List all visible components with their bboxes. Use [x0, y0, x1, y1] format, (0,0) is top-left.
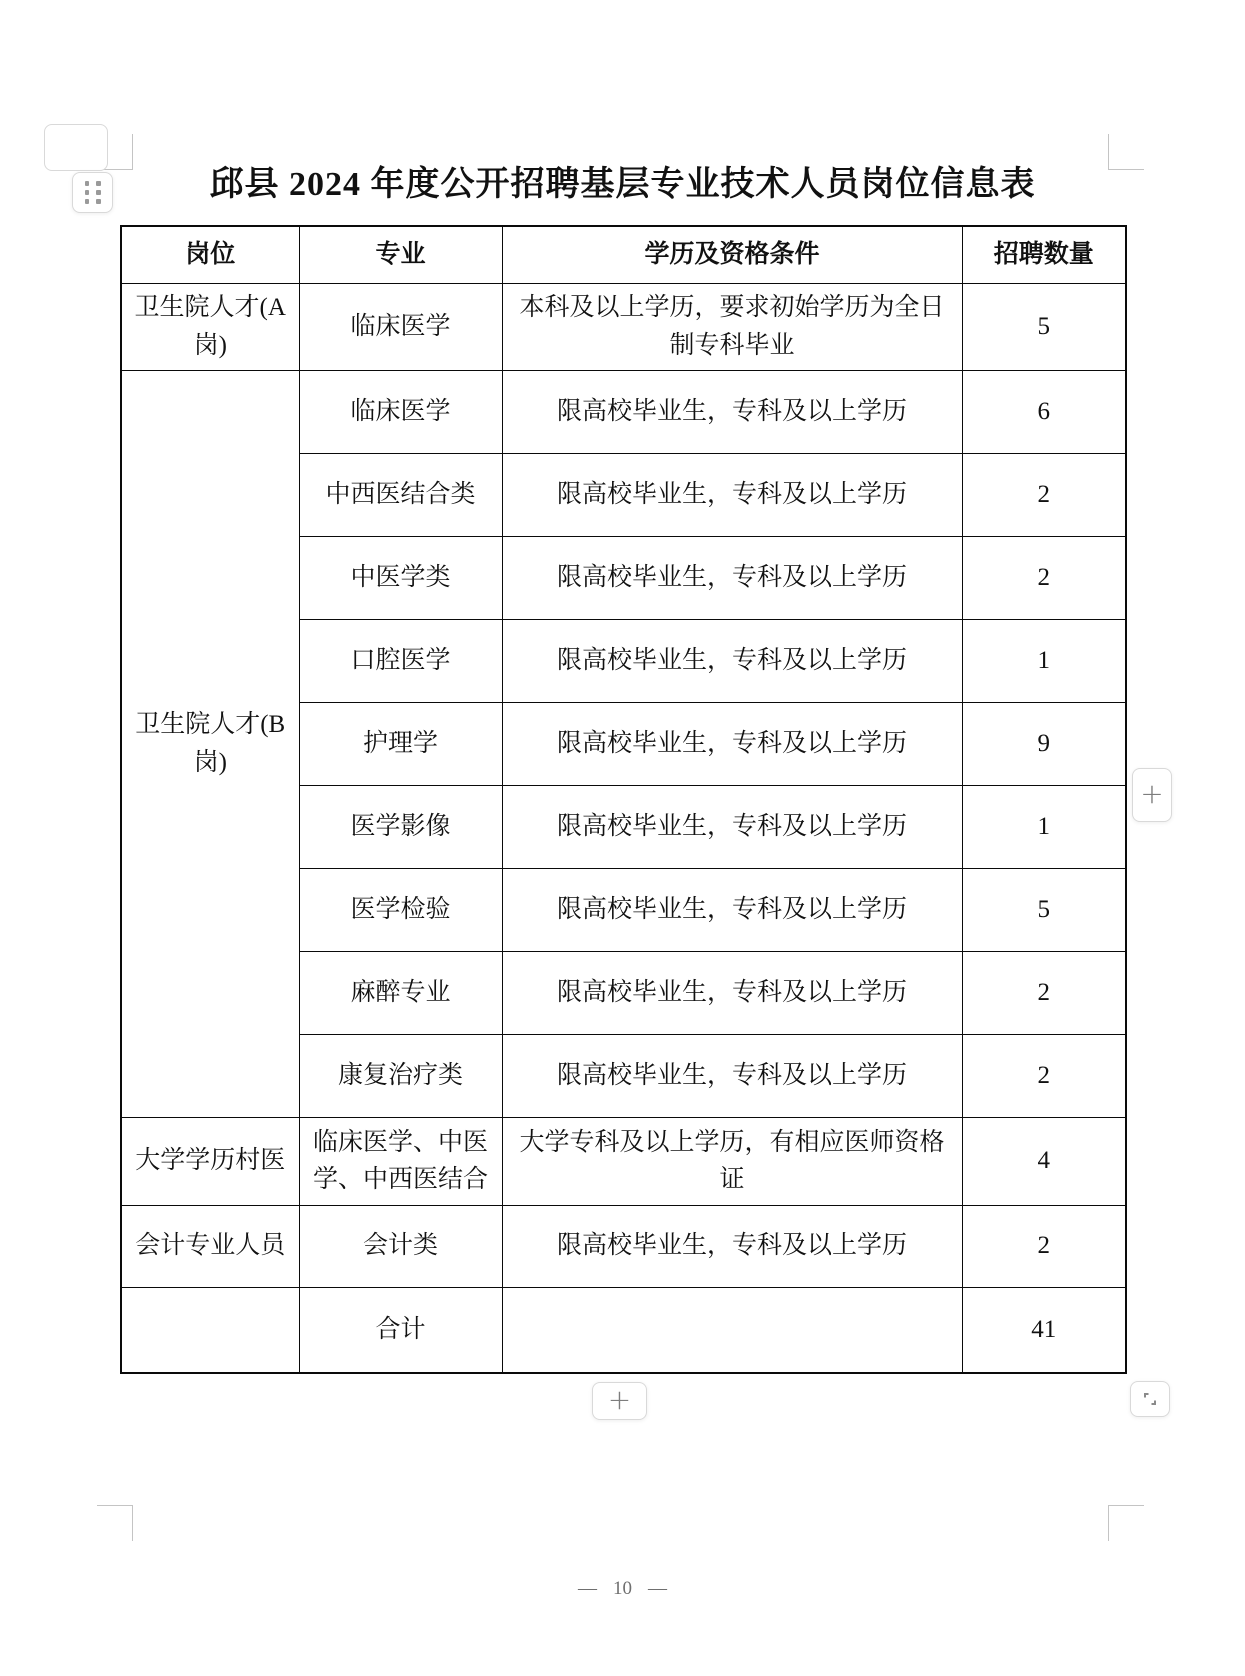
cell-position[interactable]: 大学学历村医	[121, 1117, 299, 1205]
cell-requirement[interactable]: 限高校毕业生，专科及以上学历	[502, 370, 962, 453]
footer-dash-left: —	[578, 1578, 597, 1599]
drag-dots-icon	[85, 181, 101, 204]
page-number: 10	[613, 1578, 632, 1599]
column-header-requirement[interactable]: 学历及资格条件	[502, 226, 962, 283]
cell-count[interactable]: 2	[962, 536, 1126, 619]
cell-major[interactable]: 口腔医学	[299, 619, 502, 702]
cell-major[interactable]: 临床医学、中医学、中西医结合	[299, 1117, 502, 1205]
cell-major[interactable]: 麻醉专业	[299, 951, 502, 1034]
cell-position[interactable]	[121, 1287, 299, 1373]
cell-count[interactable]: 5	[962, 868, 1126, 951]
table-row-total	[121, 1287, 1126, 1373]
page-footer	[0, 1578, 1245, 1600]
cell-major[interactable]: 会计类	[299, 1205, 502, 1287]
job-positions-table	[120, 225, 1127, 1374]
cell-major[interactable]: 康复治疗类	[299, 1034, 502, 1117]
cell-position[interactable]: 卫生院人才(B岗)	[121, 370, 299, 1117]
cell-requirement[interactable]: 大学专科及以上学历，有相应医师资格证	[502, 1117, 962, 1205]
cell-major[interactable]: 护理学	[299, 702, 502, 785]
table-row	[121, 283, 1126, 370]
page-title[interactable]: 邱县 2024 年度公开招聘基层专业技术人员岗位信息表	[209, 166, 1036, 203]
cell-count[interactable]: 2	[962, 1034, 1126, 1117]
table-header-row	[121, 226, 1126, 283]
cell-major[interactable]: 医学检验	[299, 868, 502, 951]
table-row	[121, 370, 1126, 453]
table-row	[121, 1205, 1126, 1287]
cell-requirement[interactable]: 限高校毕业生，专科及以上学历	[502, 785, 962, 868]
cell-requirement[interactable]: 本科及以上学历，要求初始学历为全日制专科毕业	[502, 283, 962, 370]
cell-major[interactable]: 合计	[299, 1287, 502, 1373]
cell-major[interactable]: 中西医结合类	[299, 453, 502, 536]
expand-icon	[1141, 1390, 1159, 1408]
cell-count[interactable]: 5	[962, 283, 1126, 370]
cell-count[interactable]: 41	[962, 1287, 1126, 1373]
expand-table-button[interactable]	[1130, 1381, 1170, 1417]
cell-requirement[interactable]: 限高校毕业生，专科及以上学历	[502, 536, 962, 619]
cell-count[interactable]: 6	[962, 370, 1126, 453]
cell-major[interactable]: 临床医学	[299, 370, 502, 453]
insert-row-button[interactable]	[592, 1382, 647, 1420]
page-corner-mark-bottom-left	[97, 1505, 133, 1541]
cell-requirement[interactable]: 限高校毕业生，专科及以上学历	[502, 1034, 962, 1117]
plus-icon: +	[607, 1383, 632, 1416]
page-corner-mark-bottom-right	[1108, 1505, 1144, 1541]
cell-requirement[interactable]: 限高校毕业生，专科及以上学历	[502, 868, 962, 951]
cell-requirement[interactable]: 限高校毕业生，专科及以上学历	[502, 951, 962, 1034]
column-header-count[interactable]: 招聘数量	[962, 226, 1126, 283]
cell-position[interactable]: 会计专业人员	[121, 1205, 299, 1287]
cell-requirement[interactable]: 限高校毕业生，专科及以上学历	[502, 702, 962, 785]
cell-count[interactable]: 2	[962, 1205, 1126, 1287]
floating-button-partial[interactable]	[44, 124, 108, 171]
plus-icon: +	[1140, 777, 1164, 810]
insert-column-button[interactable]	[1132, 768, 1172, 822]
column-header-position[interactable]: 岗位	[121, 226, 299, 283]
cell-requirement[interactable]	[502, 1287, 962, 1373]
cell-major[interactable]: 中医学类	[299, 536, 502, 619]
cell-count[interactable]: 2	[962, 453, 1126, 536]
cell-count[interactable]: 4	[962, 1117, 1126, 1205]
column-header-major[interactable]: 专业	[299, 226, 502, 283]
cell-major[interactable]: 临床医学	[299, 283, 502, 370]
cell-count[interactable]: 9	[962, 702, 1126, 785]
table-row	[121, 1117, 1126, 1205]
footer-dash-right: —	[648, 1578, 667, 1599]
drag-handle-button[interactable]	[72, 172, 113, 213]
cell-position[interactable]: 卫生院人才(A岗)	[121, 283, 299, 370]
cell-count[interactable]: 1	[962, 619, 1126, 702]
cell-major[interactable]: 医学影像	[299, 785, 502, 868]
cell-count[interactable]: 1	[962, 785, 1126, 868]
cell-requirement[interactable]: 限高校毕业生，专科及以上学历	[502, 1205, 962, 1287]
cell-count[interactable]: 2	[962, 951, 1126, 1034]
cell-requirement[interactable]: 限高校毕业生，专科及以上学历	[502, 453, 962, 536]
cell-requirement[interactable]: 限高校毕业生，专科及以上学历	[502, 619, 962, 702]
